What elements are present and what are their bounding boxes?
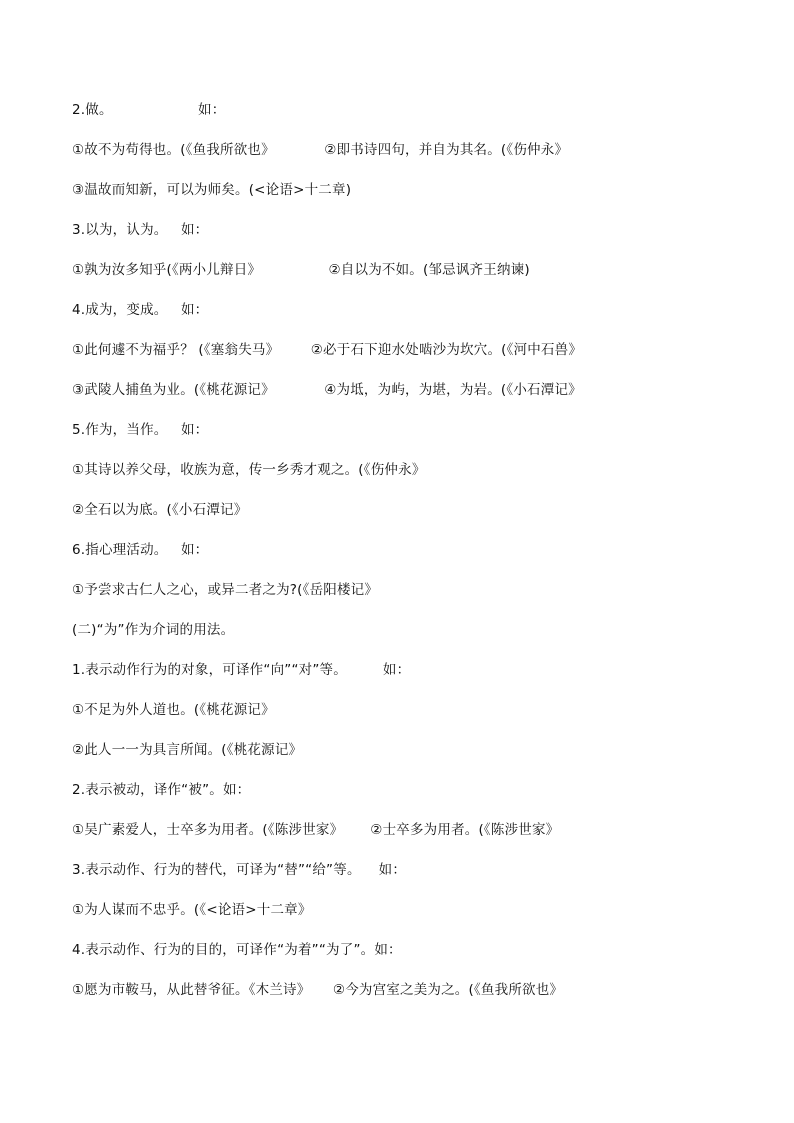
text-line-3: ③温故而知新，可以为师矣。(<论语>十二章) [72,182,352,198]
section-heading: (二)“为”作为介词的用法。 [72,622,235,638]
text-line-5: ①孰为汝多知乎(《两小儿辩日》 ②自以为不如。(邹忌讽齐王纳谏) [72,262,530,278]
text-line-1: 2.做。 如： [72,102,226,118]
text-line-20: 3.表示动作、行为的替代，可译为“替”“给”等。 如： [72,862,407,878]
text-line-10: ①其诗以养父母，收族为意，传一乡秀才观之。(《伤仲永》 [72,462,426,478]
text-line-8: ③武陵人捕鱼为业。(《桃花源记》 ④为坻，为屿，为堪，为岩。(《小石潭记》 [72,382,582,398]
text-line-11: ②全石以为底。(《小石潭记》 [72,502,248,518]
text-line-7: ①此何遽不为福乎？ (《塞翁失马》 ②必于石下迎水处啮沙为坎穴。(《河中石兽》 [72,342,583,358]
text-line-13: ①予尝求古仁人之心，或异二者之为?(《岳阳楼记》 [72,582,379,598]
text-line-9: 5.作为，当作。 如： [72,422,209,438]
text-line-15: 1.表示动作行为的对象，可译作“向”“对”等。 如： [72,662,411,678]
text-line-21: ①为人谋而不忠乎。(《<论语>十二章》 [72,902,312,918]
text-line-6: 4.成为，变成。 如： [72,302,209,318]
text-line-22: 4.表示动作、行为的目的，可译作“为着”“为了”。如： [72,942,402,958]
text-line-4: 3.以为，认为。 如： [72,222,209,238]
text-line-12: 6.指心理活动。 如： [72,542,209,558]
text-line-19: ①吴广素爱人，士卒多为用者。(《陈涉世家》 ②士卒多为用者。(《陈涉世家》 [72,822,560,838]
text-line-17: ②此人一一为具言所闻。(《桃花源记》 [72,742,303,758]
text-line-16: ①不足为外人道也。(《桃花源记》 [72,702,275,718]
text-line-2: ①故不为苟得也。(《鱼我所欲也》 ②即书诗四句，并自为其名。(《伤仲永》 [72,142,569,158]
text-line-18: 2.表示被动，译作“被”。如： [72,782,251,798]
text-line-23: ①愿为市鞍马，从此替爷征。《木兰诗》 ②今为宫室之美为之。(《鱼我所欲也》 [72,982,564,998]
